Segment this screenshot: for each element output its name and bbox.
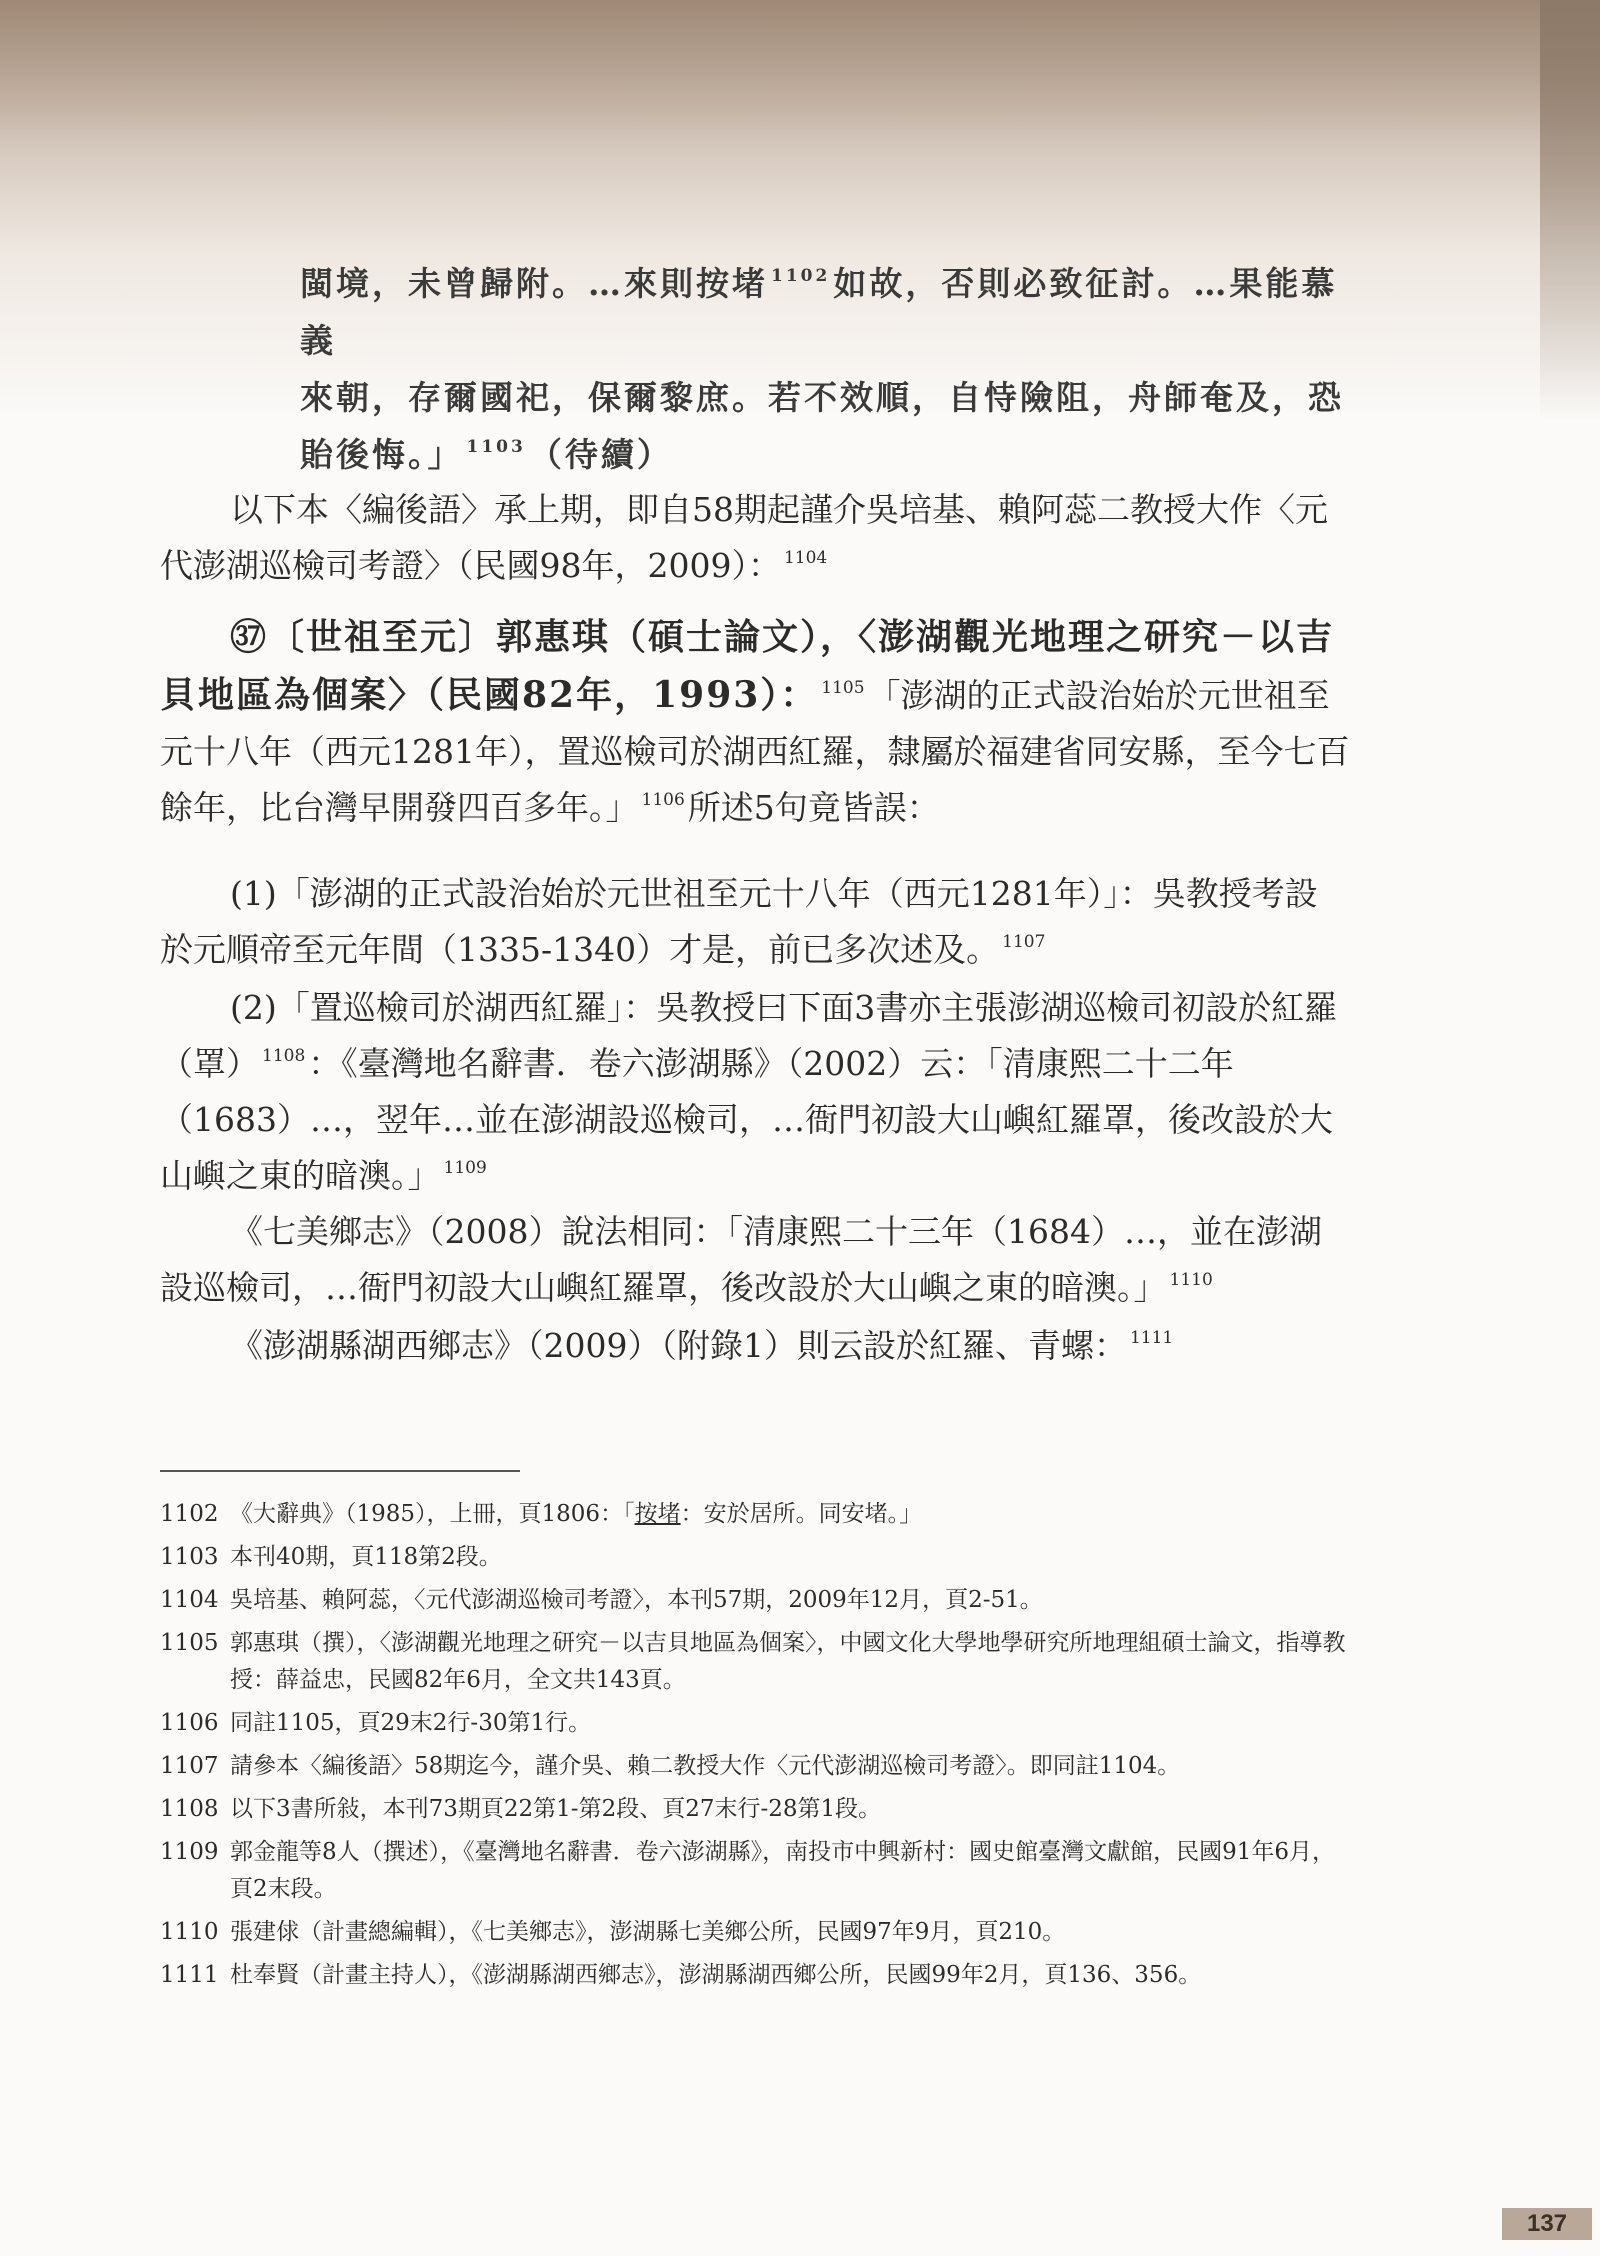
footnote-text: 郭金龍等8人（撰述），《臺灣地名辭書．卷六澎湖縣》，南投市中興新村：國史館臺灣文獻館，民國91年6月，頁2末段。	[230, 1839, 1336, 1902]
footnote-text: 請參本〈編後語〉58期迄今，謹介吳、賴二教授大作〈元代澎湖巡檢司考證〉。即同註1104。	[230, 1753, 1181, 1779]
paragraph-text: 以下本〈編後語〉承上期，即自58期起謹介吳培基、賴阿蕊二教授大作〈元代澎湖巡檢司考證〉（民國98年，2009）：	[160, 490, 1328, 585]
footnote-number: 1110	[160, 1919, 219, 1945]
quote-text: 如故，否則必致征討。…果能慕義	[300, 264, 1338, 360]
footnote-ref[interactable]: 1107	[1002, 932, 1046, 952]
footnote-ref[interactable]: 1110	[1169, 1270, 1213, 1290]
point-2	[160, 980, 1350, 1204]
entry-heading: ㊲〔世祖至元〕郭惠琪（碩士論文），〈澎湖觀光地理之研究－以吉貝地區為個案〉（民國82年，1993）：	[160, 616, 1335, 716]
footnote-number: 1109	[160, 1839, 219, 1865]
paragraph-text: 《澎湖縣湖西鄉志》（2009）（附錄1）則云設於紅羅、青螺：	[230, 1326, 1127, 1365]
footnote-ref[interactable]: 1106	[641, 790, 685, 810]
footnote	[160, 1625, 1350, 1699]
paragraph-text: ：《臺灣地名辭書．卷六澎湖縣》（2002）云：「清康熙二十二年（1683）…，翌年…並在澎湖設巡檢司，…衙門初設大山嶼紅羅罩，後改設於大山嶼之東的暗澳。」	[160, 1044, 1333, 1195]
paragraph-text: (1)「澎湖的正式設治始於元世祖至元十八年（西元1281年）」：吳教授考設於元順帝至元年間（1335-1340）才是，前已多次述及。	[160, 874, 1318, 969]
footnote-text: 杜奉賢（計畫主持人），《澎湖縣湖西鄉志》，澎湖縣湖西鄉公所，民國99年2月，頁136、356。	[230, 1962, 1202, 1988]
footnote-ref[interactable]: 1111	[1129, 1328, 1174, 1348]
footnote-number: 1105	[160, 1630, 219, 1656]
qimei-paragraph	[160, 1204, 1350, 1316]
paragraph-text: (2)「置巡檢司於湖西紅羅」：吳教授曰下面3書亦主張澎湖巡檢司初設於紅羅（罩）	[160, 988, 1338, 1083]
footnote	[160, 1496, 1350, 1533]
underlined-term: 按堵	[634, 1501, 681, 1527]
footnote-divider	[160, 1470, 520, 1472]
footnote-number: 1103	[160, 1544, 219, 1570]
footnote-text: 同註1105，頁29末2行-30第1行。	[230, 1710, 592, 1736]
footnote-number: 1107	[160, 1753, 219, 1779]
footnote-text: 《大辭典》（1985），上冊，頁1806：「按堵：安於居所。同安堵。」	[230, 1501, 923, 1527]
footnote	[160, 1582, 1350, 1619]
footnote	[160, 1539, 1350, 1576]
paragraph-text: 所述5句竟皆誤：	[687, 788, 940, 827]
footnote	[160, 1957, 1350, 1994]
entry-37	[160, 608, 1350, 836]
footnote-number: 1108	[160, 1796, 219, 1822]
footnote-ref[interactable]: 1109	[443, 1158, 487, 1178]
quote-text: 貽後悔。」	[300, 435, 464, 474]
footnote	[160, 1791, 1350, 1828]
page-number: 137	[1502, 2208, 1592, 2240]
intro-paragraph	[160, 482, 1350, 594]
footnote-ref[interactable]: 1103	[466, 437, 526, 457]
block-quote	[300, 255, 1350, 483]
footnote-ref[interactable]: 1102	[771, 266, 831, 286]
paragraph-text: 《七美鄉志》（2008）說法相同：「清康熙二十三年（1684）…，並在澎湖設巡檢司，…衙門初設大山嶼紅羅罩，後改設於大山嶼之東的暗澳。」	[160, 1212, 1322, 1307]
footnotes	[160, 1496, 1350, 2000]
footnote-number: 1102	[160, 1501, 219, 1527]
paragraph-text: 「澎湖的正式設治始於元世祖至元十八年（西元1281年），置巡檢司於湖西紅羅，隸屬於福建省同安縣，至今七百餘年，比台灣早開發四百多年。」	[160, 676, 1350, 827]
footnote-ref[interactable]: 1105	[821, 678, 865, 698]
quote-text: （待續）	[528, 435, 673, 474]
footnote-number: 1106	[160, 1710, 219, 1736]
point-1	[160, 866, 1350, 978]
footnote-text: 吳培基、賴阿蕊，〈元代澎湖巡檢司考證〉，本刊57期，2009年12月，頁2-51。	[230, 1587, 1043, 1613]
footnote	[160, 1834, 1350, 1908]
footnote-text: 本刊40期，頁118第2段。	[230, 1544, 502, 1570]
footnote	[160, 1914, 1350, 1951]
quote-line-3	[300, 426, 1350, 483]
footnote-text: 以下3書所敍，本刊73期頁22第1-第2段、頁27末行-28第1段。	[230, 1796, 882, 1822]
footnote-text: 張建俅（計畫總編輯），《七美鄉志》，澎湖縣七美鄉公所，民國97年9月，頁210。	[230, 1919, 1066, 1945]
huxi-paragraph	[160, 1318, 1350, 1374]
quote-text: 閩境，未曾歸附。…來則按堵	[300, 264, 768, 303]
quote-line-1	[300, 255, 1350, 369]
footnote-ref[interactable]: 1104	[783, 548, 828, 568]
footnote	[160, 1705, 1350, 1742]
footnote-text: 郭惠琪（撰），〈澎湖觀光地理之研究－以吉貝地區為個案〉，中國文化大學地學研究所地理組碩士論文，指導教授：薛益忠，民國82年6月，全文共143頁。	[230, 1630, 1346, 1693]
footnote-number: 1104	[160, 1587, 219, 1613]
footnote-number: 1111	[160, 1962, 219, 1988]
footnote	[160, 1748, 1350, 1785]
quote-line-2: 來朝，存爾國祀，保爾黎庶。若不效順，自恃險阻，舟師奄及，恐	[300, 378, 1344, 417]
footnote-ref[interactable]: 1108	[262, 1046, 306, 1066]
